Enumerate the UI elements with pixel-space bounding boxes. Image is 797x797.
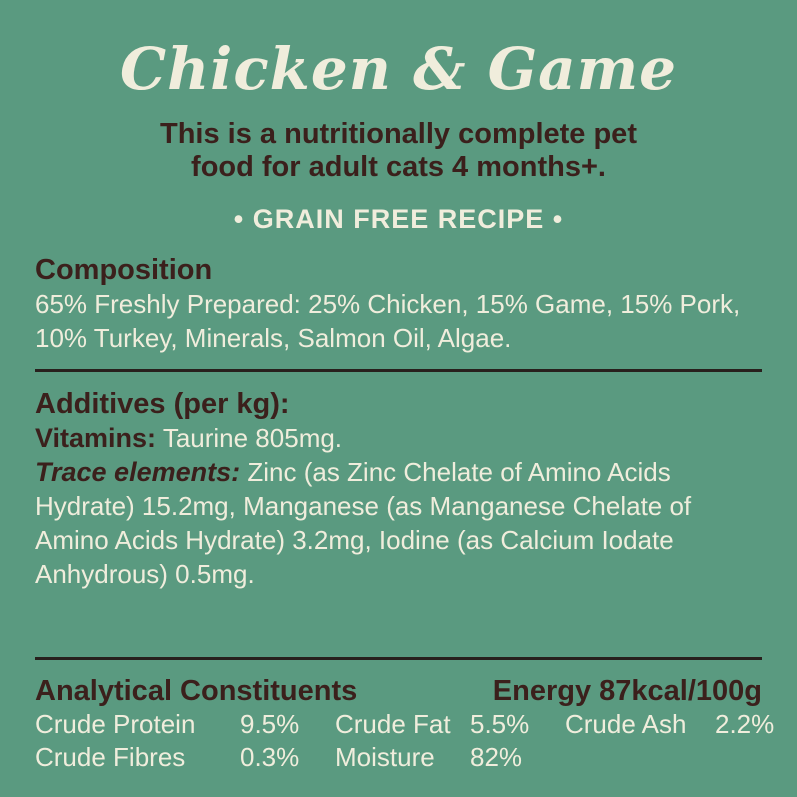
- constituent-label: Crude Fat: [335, 709, 451, 739]
- analytical-section: [0, 674, 797, 774]
- trace-elements-label: Trace elements:: [35, 457, 241, 487]
- additives-heading: Additives (per kg):: [35, 388, 290, 420]
- subtitle-line-2: food for adult cats 4 months+.: [191, 151, 606, 183]
- constituent-label: Crude Ash: [565, 709, 687, 739]
- composition-line-1: 65% Freshly Prepared: 25% Chicken, 15% Game, 15% Pork,: [35, 289, 741, 319]
- divider-top: [35, 369, 762, 372]
- trace-elements-block: [35, 455, 762, 591]
- constituent-label: Moisture: [335, 742, 435, 772]
- vitamins-label: Vitamins:: [35, 423, 157, 453]
- vitamins-value: Taurine 805mg.: [162, 423, 343, 453]
- composition-body: [35, 287, 762, 355]
- analytical-heading: Analytical Constituents: [35, 675, 358, 707]
- trace-line-3: Amino Acids Hydrate) 3.2mg, Iodine (as Calcium Iodate: [35, 525, 674, 555]
- subtitle-line-1: This is a nutritionally complete pet: [160, 118, 637, 150]
- product-title: Chicken & Game: [119, 35, 678, 103]
- vitamins-line: [35, 421, 762, 455]
- trace-line-1: [35, 455, 762, 489]
- constituent-label: Crude Protein: [35, 709, 196, 739]
- trace-line-2: Hydrate) 15.2mg, Manganese (as Manganese Chelate of: [35, 491, 692, 521]
- product-subtitle: [0, 118, 797, 184]
- constituent-value: 5.5%: [470, 709, 530, 739]
- constituent-label: Crude Fibres: [35, 742, 186, 772]
- analytical-table: [35, 708, 775, 774]
- grain-free-badge: • GRAIN FREE RECIPE •: [233, 204, 564, 234]
- analytical-header: [35, 674, 762, 708]
- constituent-value: 0.3%: [240, 742, 300, 772]
- composition-section: [0, 253, 797, 355]
- trace-line-4: Anhydrous) 0.5mg.: [35, 559, 255, 589]
- constituent-value: 2.2%: [715, 709, 775, 739]
- composition-line-2: 10% Turkey, Minerals, Salmon Oil, Algae.: [35, 323, 512, 353]
- constituent-value: 82%: [470, 742, 523, 772]
- energy-value: Energy 87kcal/100g: [492, 675, 762, 707]
- constituent-value: 9.5%: [240, 709, 300, 739]
- additives-section: [0, 387, 797, 591]
- trace-value-1: Zinc (as Zinc Chelate of Amino Acids: [247, 457, 671, 487]
- divider-bottom: [35, 657, 762, 660]
- composition-heading: Composition: [35, 254, 213, 286]
